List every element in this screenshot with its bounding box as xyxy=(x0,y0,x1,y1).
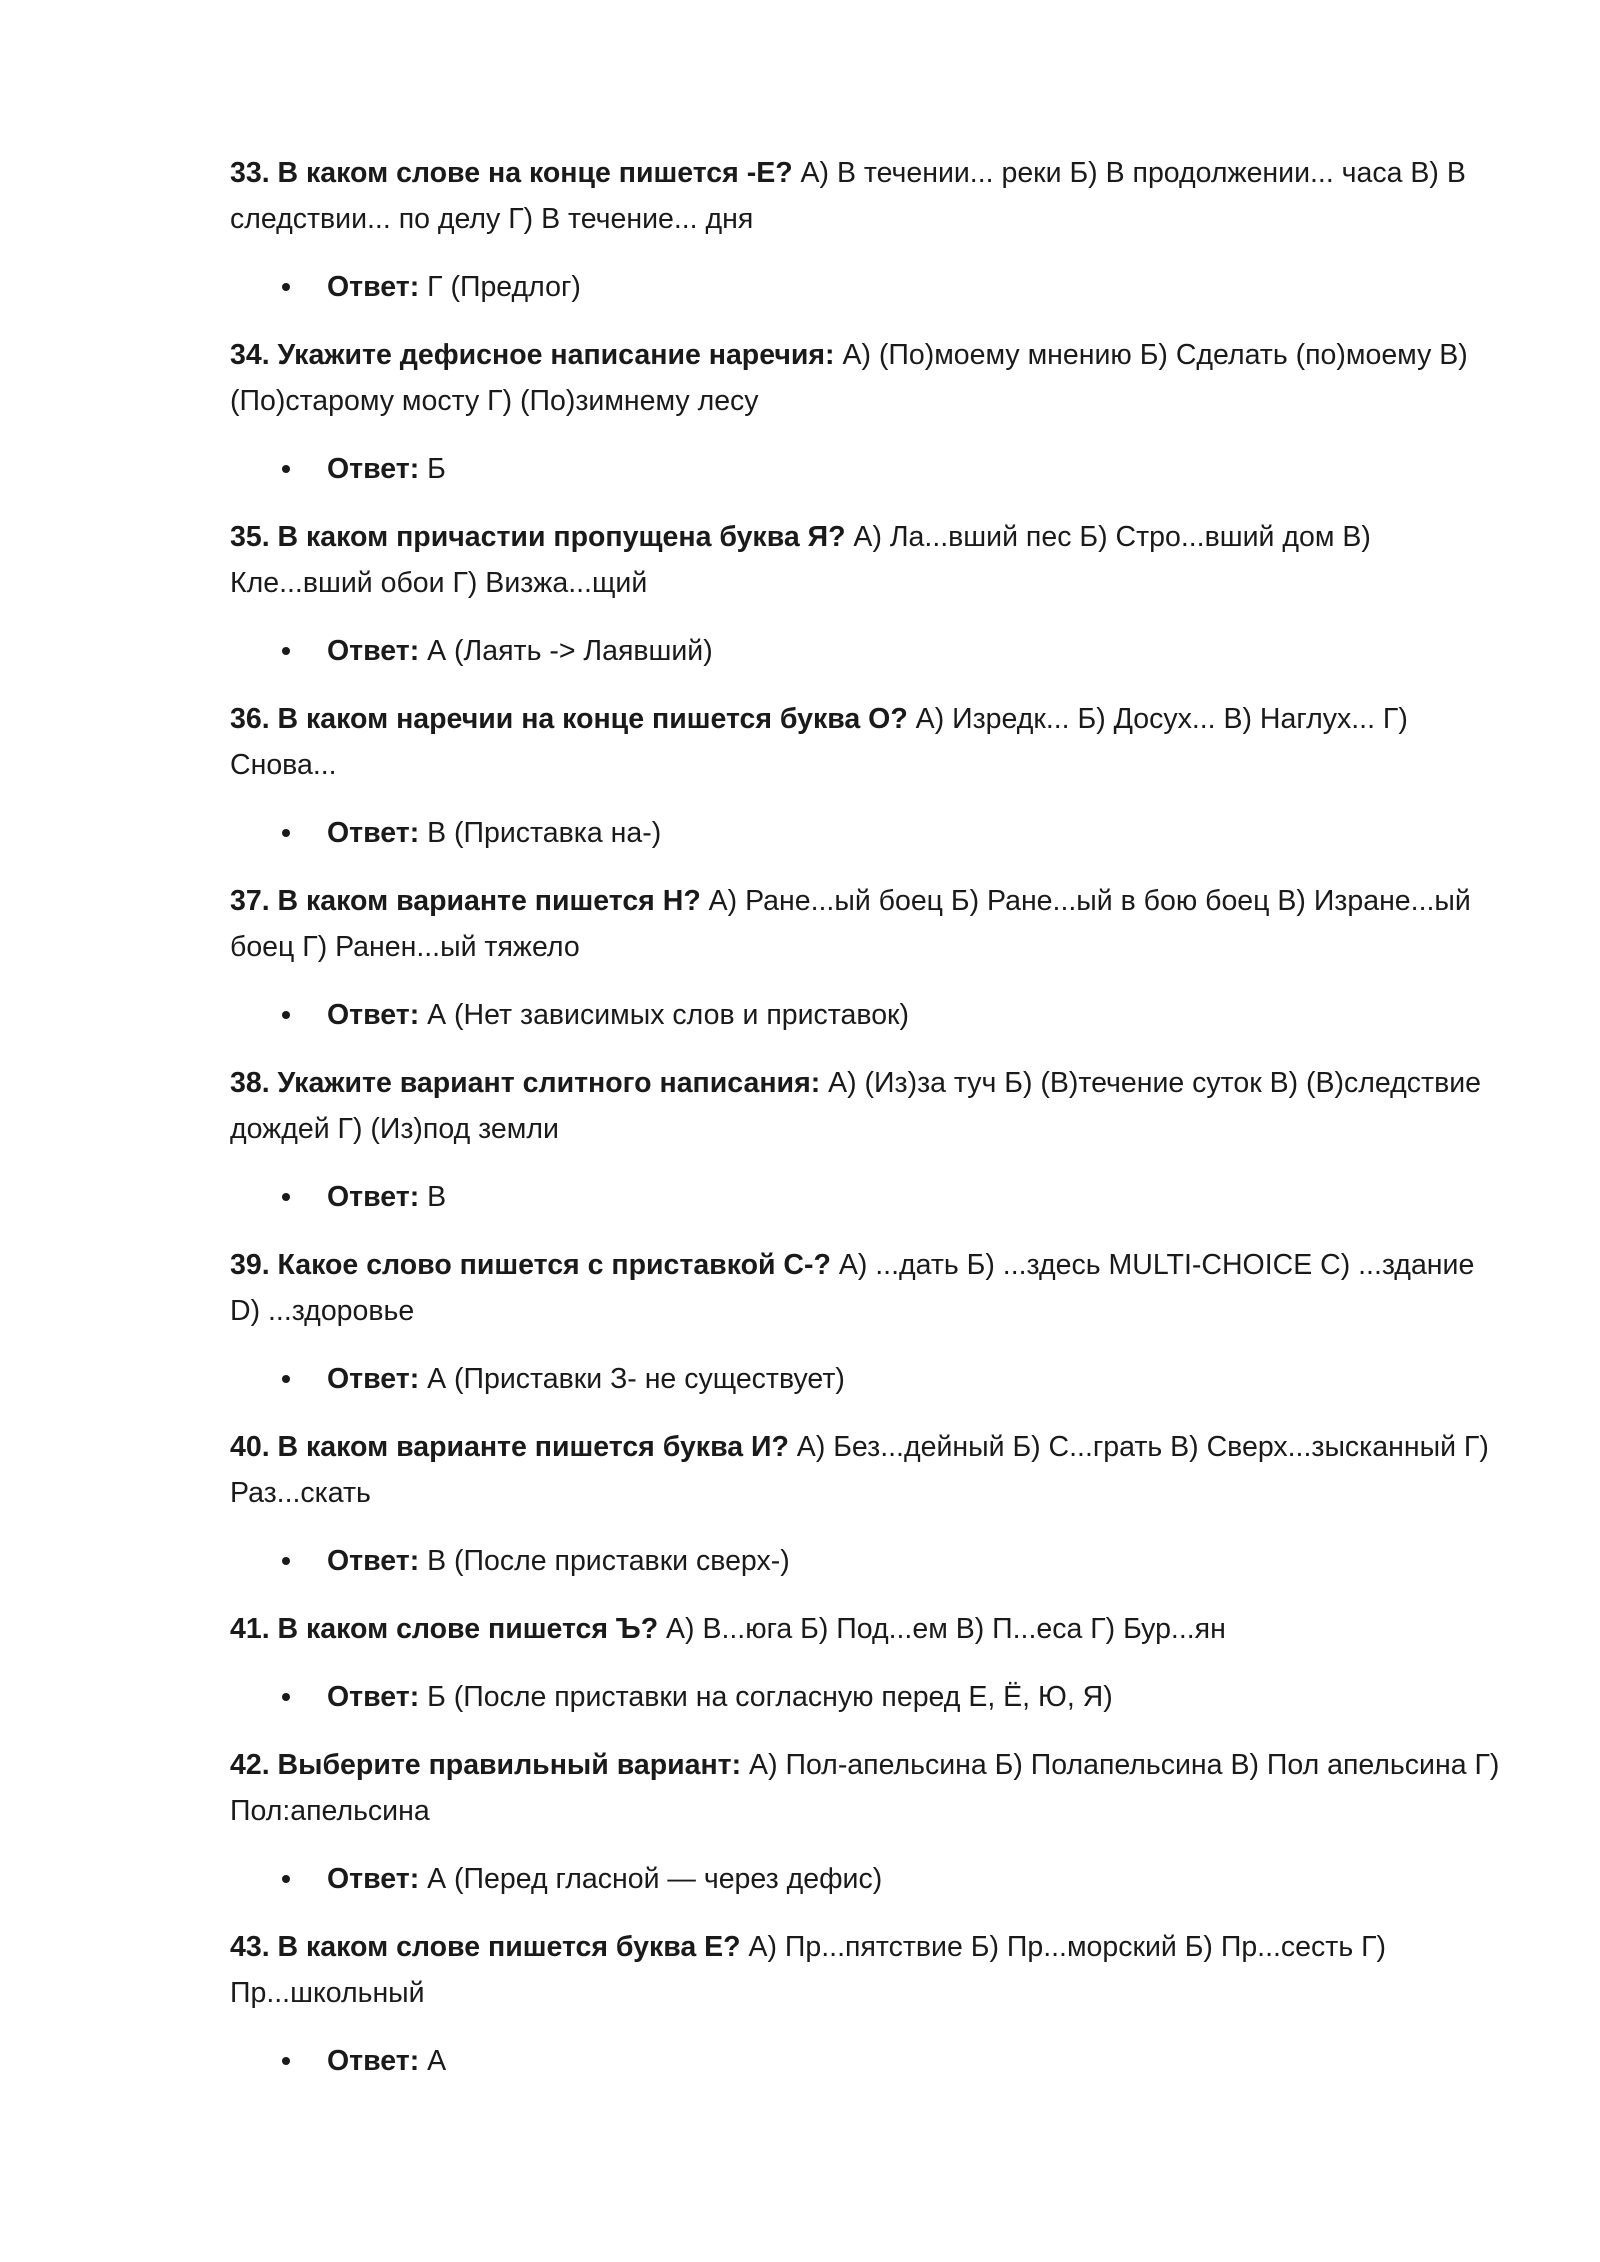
question-text: 43. В каком слове пишется буква Е? xyxy=(230,1931,741,1963)
question-36 xyxy=(230,696,1500,788)
answer-label: Ответ: xyxy=(327,1363,420,1395)
answer-42 xyxy=(230,1856,1500,1902)
answer-text: Г (Предлог) xyxy=(419,271,581,303)
bullet-icon xyxy=(282,1693,290,1701)
bullet-icon xyxy=(282,1011,290,1019)
answer-label: Ответ: xyxy=(327,817,420,849)
question-options: А) Пол-апельсина Б) Полапельсина В) Пол апельсина Г) Пол:апельсина xyxy=(230,1749,1500,1827)
question-41 xyxy=(230,1606,1500,1652)
document-page xyxy=(230,150,1500,2106)
answer-label: Ответ: xyxy=(327,1181,420,1213)
question-text: 37. В каком варианте пишется Н? xyxy=(230,885,701,917)
answer-34 xyxy=(230,446,1500,492)
answer-label: Ответ: xyxy=(327,1545,420,1577)
answer-36 xyxy=(230,810,1500,856)
answer-text: А xyxy=(419,2045,447,2077)
answer-label: Ответ: xyxy=(327,453,420,485)
question-35 xyxy=(230,514,1500,606)
question-options: А) В...юга Б) Под...ем В) П...еса Г) Бур...ян xyxy=(658,1613,1226,1645)
answer-text: А (Нет зависимых слов и приставок) xyxy=(419,999,910,1031)
bullet-icon xyxy=(282,1375,290,1383)
bullet-icon xyxy=(282,1875,290,1883)
answer-40 xyxy=(230,1538,1500,1584)
bullet-icon xyxy=(282,283,290,291)
answer-label: Ответ: xyxy=(327,1863,420,1895)
answer-label: Ответ: xyxy=(327,2045,420,2077)
answer-label: Ответ: xyxy=(327,271,420,303)
question-37 xyxy=(230,878,1500,970)
question-options: А) Без...дейный Б) С...грать В) Сверх...зысканный Г) Раз...скать xyxy=(230,1431,1489,1509)
question-options: А) В течении... реки Б) В продолжении... часа В) В следствии... по делу Г) В течение... дня xyxy=(230,157,1466,235)
bullet-icon xyxy=(282,465,290,473)
answer-text: В xyxy=(419,1181,447,1213)
answer-label: Ответ: xyxy=(327,635,420,667)
answer-41 xyxy=(230,1674,1500,1720)
answer-text: Б xyxy=(419,453,446,485)
question-options: А) Ране...ый боец Б) Ране...ый в бою боец В) Изране...ый боец Г) Ранен...ый тяжело xyxy=(230,885,1471,963)
question-42 xyxy=(230,1742,1500,1834)
question-text: 41. В каком слове пишется Ъ? xyxy=(230,1613,659,1645)
question-text: 38. Укажите вариант слитного написания: xyxy=(230,1067,821,1099)
answer-37 xyxy=(230,992,1500,1038)
question-options: А) Изредк... Б) Досух... В) Наглух... Г) Снова... xyxy=(230,703,1408,781)
question-options: А) (Из)за туч Б) (В)течение суток В) (В)следствие дождей Г) (Из)под земли xyxy=(230,1067,1481,1145)
question-text: 33. В каком слове на конце пишется -Е? xyxy=(230,157,793,189)
bullet-icon xyxy=(282,829,290,837)
answer-text: А (Лаять -> Лаявший) xyxy=(419,635,713,667)
question-options: А) Ла...вший пес Б) Стро...вший дом В) Кле...вший обои Г) Визжа...щий xyxy=(230,521,1371,599)
question-text: 40. В каком варианте пишется буква И? xyxy=(230,1431,789,1463)
question-43 xyxy=(230,1924,1500,2016)
question-options: А) Пр...пятствие Б) Пр...морский Б) Пр...сесть Г) Пр...школьный xyxy=(230,1931,1387,2009)
answer-text: А (Перед гласной — через дефис) xyxy=(419,1863,883,1895)
question-39 xyxy=(230,1242,1500,1334)
question-40 xyxy=(230,1424,1500,1516)
bullet-icon xyxy=(282,647,290,655)
answer-33 xyxy=(230,264,1500,310)
question-33 xyxy=(230,150,1500,242)
bullet-icon xyxy=(282,1193,290,1201)
question-text: 39. Какое слово пишется с приставкой С-? xyxy=(230,1249,831,1281)
answer-text: Б (После приставки на согласную перед Е, Ё, Ю, Я) xyxy=(419,1681,1113,1713)
question-text: 34. Укажите дефисное написание наречия: xyxy=(230,339,835,371)
answer-38 xyxy=(230,1174,1500,1220)
bullet-icon xyxy=(282,1557,290,1565)
question-text: 42. Выберите правильный вариант: xyxy=(230,1749,742,1781)
answer-text: В (После приставки сверх-) xyxy=(419,1545,790,1577)
question-options: А) (По)моему мнению Б) Сделать (по)моему В) (По)старому мосту Г) (По)зимнему лесу xyxy=(230,339,1468,417)
answer-text: А (Приставки З- не существует) xyxy=(419,1363,845,1395)
answer-43 xyxy=(230,2038,1500,2084)
answer-label: Ответ: xyxy=(327,999,420,1031)
bullet-icon xyxy=(282,2057,290,2065)
question-text: 35. В каком причастии пропущена буква Я? xyxy=(230,521,846,553)
question-34 xyxy=(230,332,1500,424)
answer-text: В (Приставка на-) xyxy=(419,817,662,849)
answer-label: Ответ: xyxy=(327,1681,420,1713)
answer-35 xyxy=(230,628,1500,674)
question-options: А) ...дать Б) ...здесь MULTI-CHOICE C) ...здание D) ...здоровье xyxy=(230,1249,1475,1327)
answer-39 xyxy=(230,1356,1500,1402)
question-text: 36. В каком наречии на конце пишется буква О? xyxy=(230,703,908,735)
question-38 xyxy=(230,1060,1500,1152)
